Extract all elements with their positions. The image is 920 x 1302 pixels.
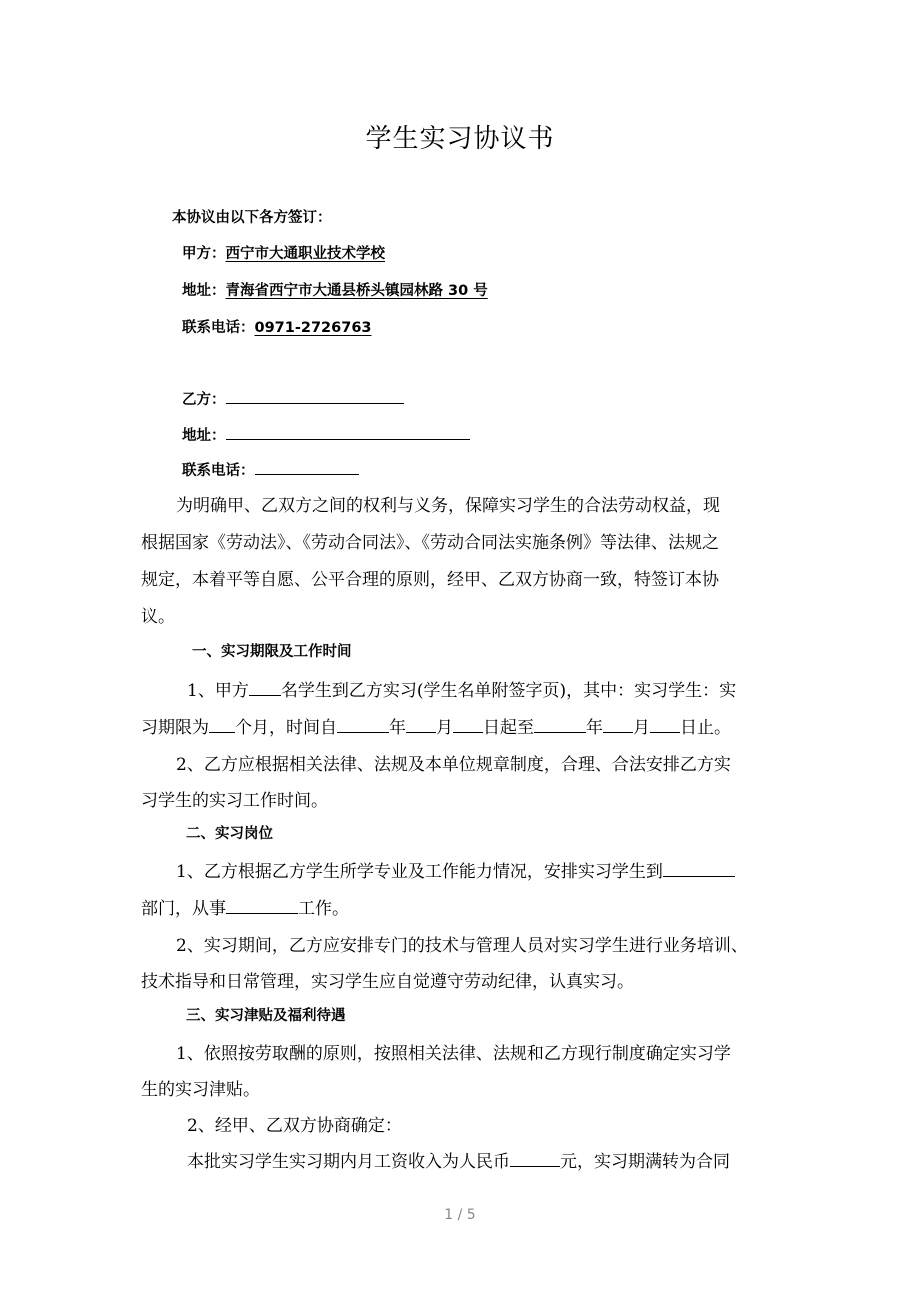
party-a-address-line [182, 279, 488, 300]
s2i1-text-c: 工作。 [298, 899, 349, 919]
s1i1-text-b: 名学生到乙方实习(学生名单附签字页)，其中：实习学生：实 [280, 681, 737, 701]
party-b-phone-blank [255, 460, 359, 475]
s3i3-text-b: 元，实习期满转为合同 [560, 1152, 730, 1172]
section2-heading: 二、实习岗位 [186, 826, 273, 842]
section3-item2: 2、经甲、乙双方协商确定： [187, 1116, 402, 1136]
section1-item1-line2 [141, 713, 731, 738]
end-year-blank [534, 718, 586, 733]
page-number: 1 / 5 [444, 1207, 476, 1223]
section1-item2-line1: 2、乙方应根据相关法律、法规及本单位规章制度，合理、合法安排乙方实 [176, 755, 731, 775]
section1-item1-line1 [187, 676, 736, 701]
s1i1-text-a: 1、甲方 [187, 681, 249, 701]
section1-item2-line2: 习学生的实习工作时间。 [141, 791, 328, 811]
party-b-address-line [182, 424, 470, 445]
end-month-blank [603, 718, 633, 733]
party-b-address-blank [226, 425, 470, 440]
section2-item2-line1: 2、实习期间，乙方应安排专门的技术与管理人员对实习学生进行业务培训、 [176, 936, 748, 956]
s1i1-text-h: 年 [586, 718, 603, 738]
document-title: 学生实习协议书 [365, 124, 555, 154]
preamble-line-4: 议。 [141, 607, 175, 627]
party-b-address-label: 地址： [182, 428, 226, 444]
department-blank [663, 862, 735, 877]
party-a-address-label: 地址： [182, 283, 226, 299]
party-a-address: 青海省西宁市大通县桥头镇园林路 30 号 [225, 283, 488, 299]
party-a-phone: 0971-2726763 [254, 320, 372, 336]
intro-line: 本协议由以下各方签订： [172, 210, 332, 226]
section2-item1-line2 [141, 894, 349, 919]
student-count-blank [249, 681, 281, 696]
party-b-phone-line [182, 459, 359, 480]
months-blank [209, 718, 235, 733]
s1i1-text-e: 年 [389, 718, 406, 738]
start-month-blank [406, 718, 436, 733]
party-a-name: 西宁市大通职业技术学校 [225, 246, 385, 262]
section3-heading: 三、实习津贴及福利待遇 [186, 1008, 346, 1024]
section3-item3-line [187, 1147, 730, 1172]
salary-blank [510, 1152, 560, 1167]
preamble-line-2: 根据国家《劳动法》、《劳动合同法》、《劳动合同法实施条例》等法律、法规之 [141, 533, 719, 553]
party-b-name-blank [226, 389, 404, 404]
s2i1-text-a: 1、乙方根据乙方学生所学专业及工作能力情况，安排实习学生到 [176, 862, 663, 882]
preamble-line-3: 规定，本着平等自愿、公平合理的原则，经甲、乙双方协商一致，特签订本协 [141, 570, 719, 590]
start-day-blank [453, 718, 483, 733]
s1i1-text-c: 习期限为 [141, 718, 209, 738]
party-a-label: 甲方： [182, 246, 226, 262]
s1i1-text-f: 月 [436, 718, 453, 738]
section3-item1-line2: 生的实习津贴。 [141, 1080, 260, 1100]
party-a-phone-label: 联系电话： [182, 320, 255, 336]
s1i1-text-j: 日止。 [680, 718, 731, 738]
preamble-line-1: 为明确甲、乙双方之间的权利与义务，保障实习学生的合法劳动权益，现 [176, 496, 720, 516]
s1i1-text-g: 日起至 [483, 718, 534, 738]
party-b-line [182, 388, 404, 409]
end-day-blank [650, 718, 680, 733]
s1i1-text-d: 个月，时间自 [235, 718, 337, 738]
section2-item1-line1 [176, 857, 735, 882]
section1-heading: 一、实习期限及工作时间 [192, 644, 352, 660]
party-b-phone-label: 联系电话： [182, 463, 255, 479]
party-a-phone-line [182, 316, 372, 337]
job-blank [226, 899, 298, 914]
start-year-blank [337, 718, 389, 733]
s3i3-text-a: 本批实习学生实习期内月工资收入为人民币 [187, 1152, 510, 1172]
s2i1-text-b: 部门，从事 [141, 899, 226, 919]
s1i1-text-i: 月 [633, 718, 650, 738]
section2-item2-line2: 技术指导和日常管理，实习学生应自觉遵守劳动纪律，认真实习。 [141, 972, 634, 992]
party-a-line [182, 242, 385, 263]
section3-item1-line1: 1、依照按劳取酬的原则，按照相关法律、法规和乙方现行制度确定实习学 [176, 1044, 731, 1064]
party-b-label: 乙方： [182, 392, 226, 408]
